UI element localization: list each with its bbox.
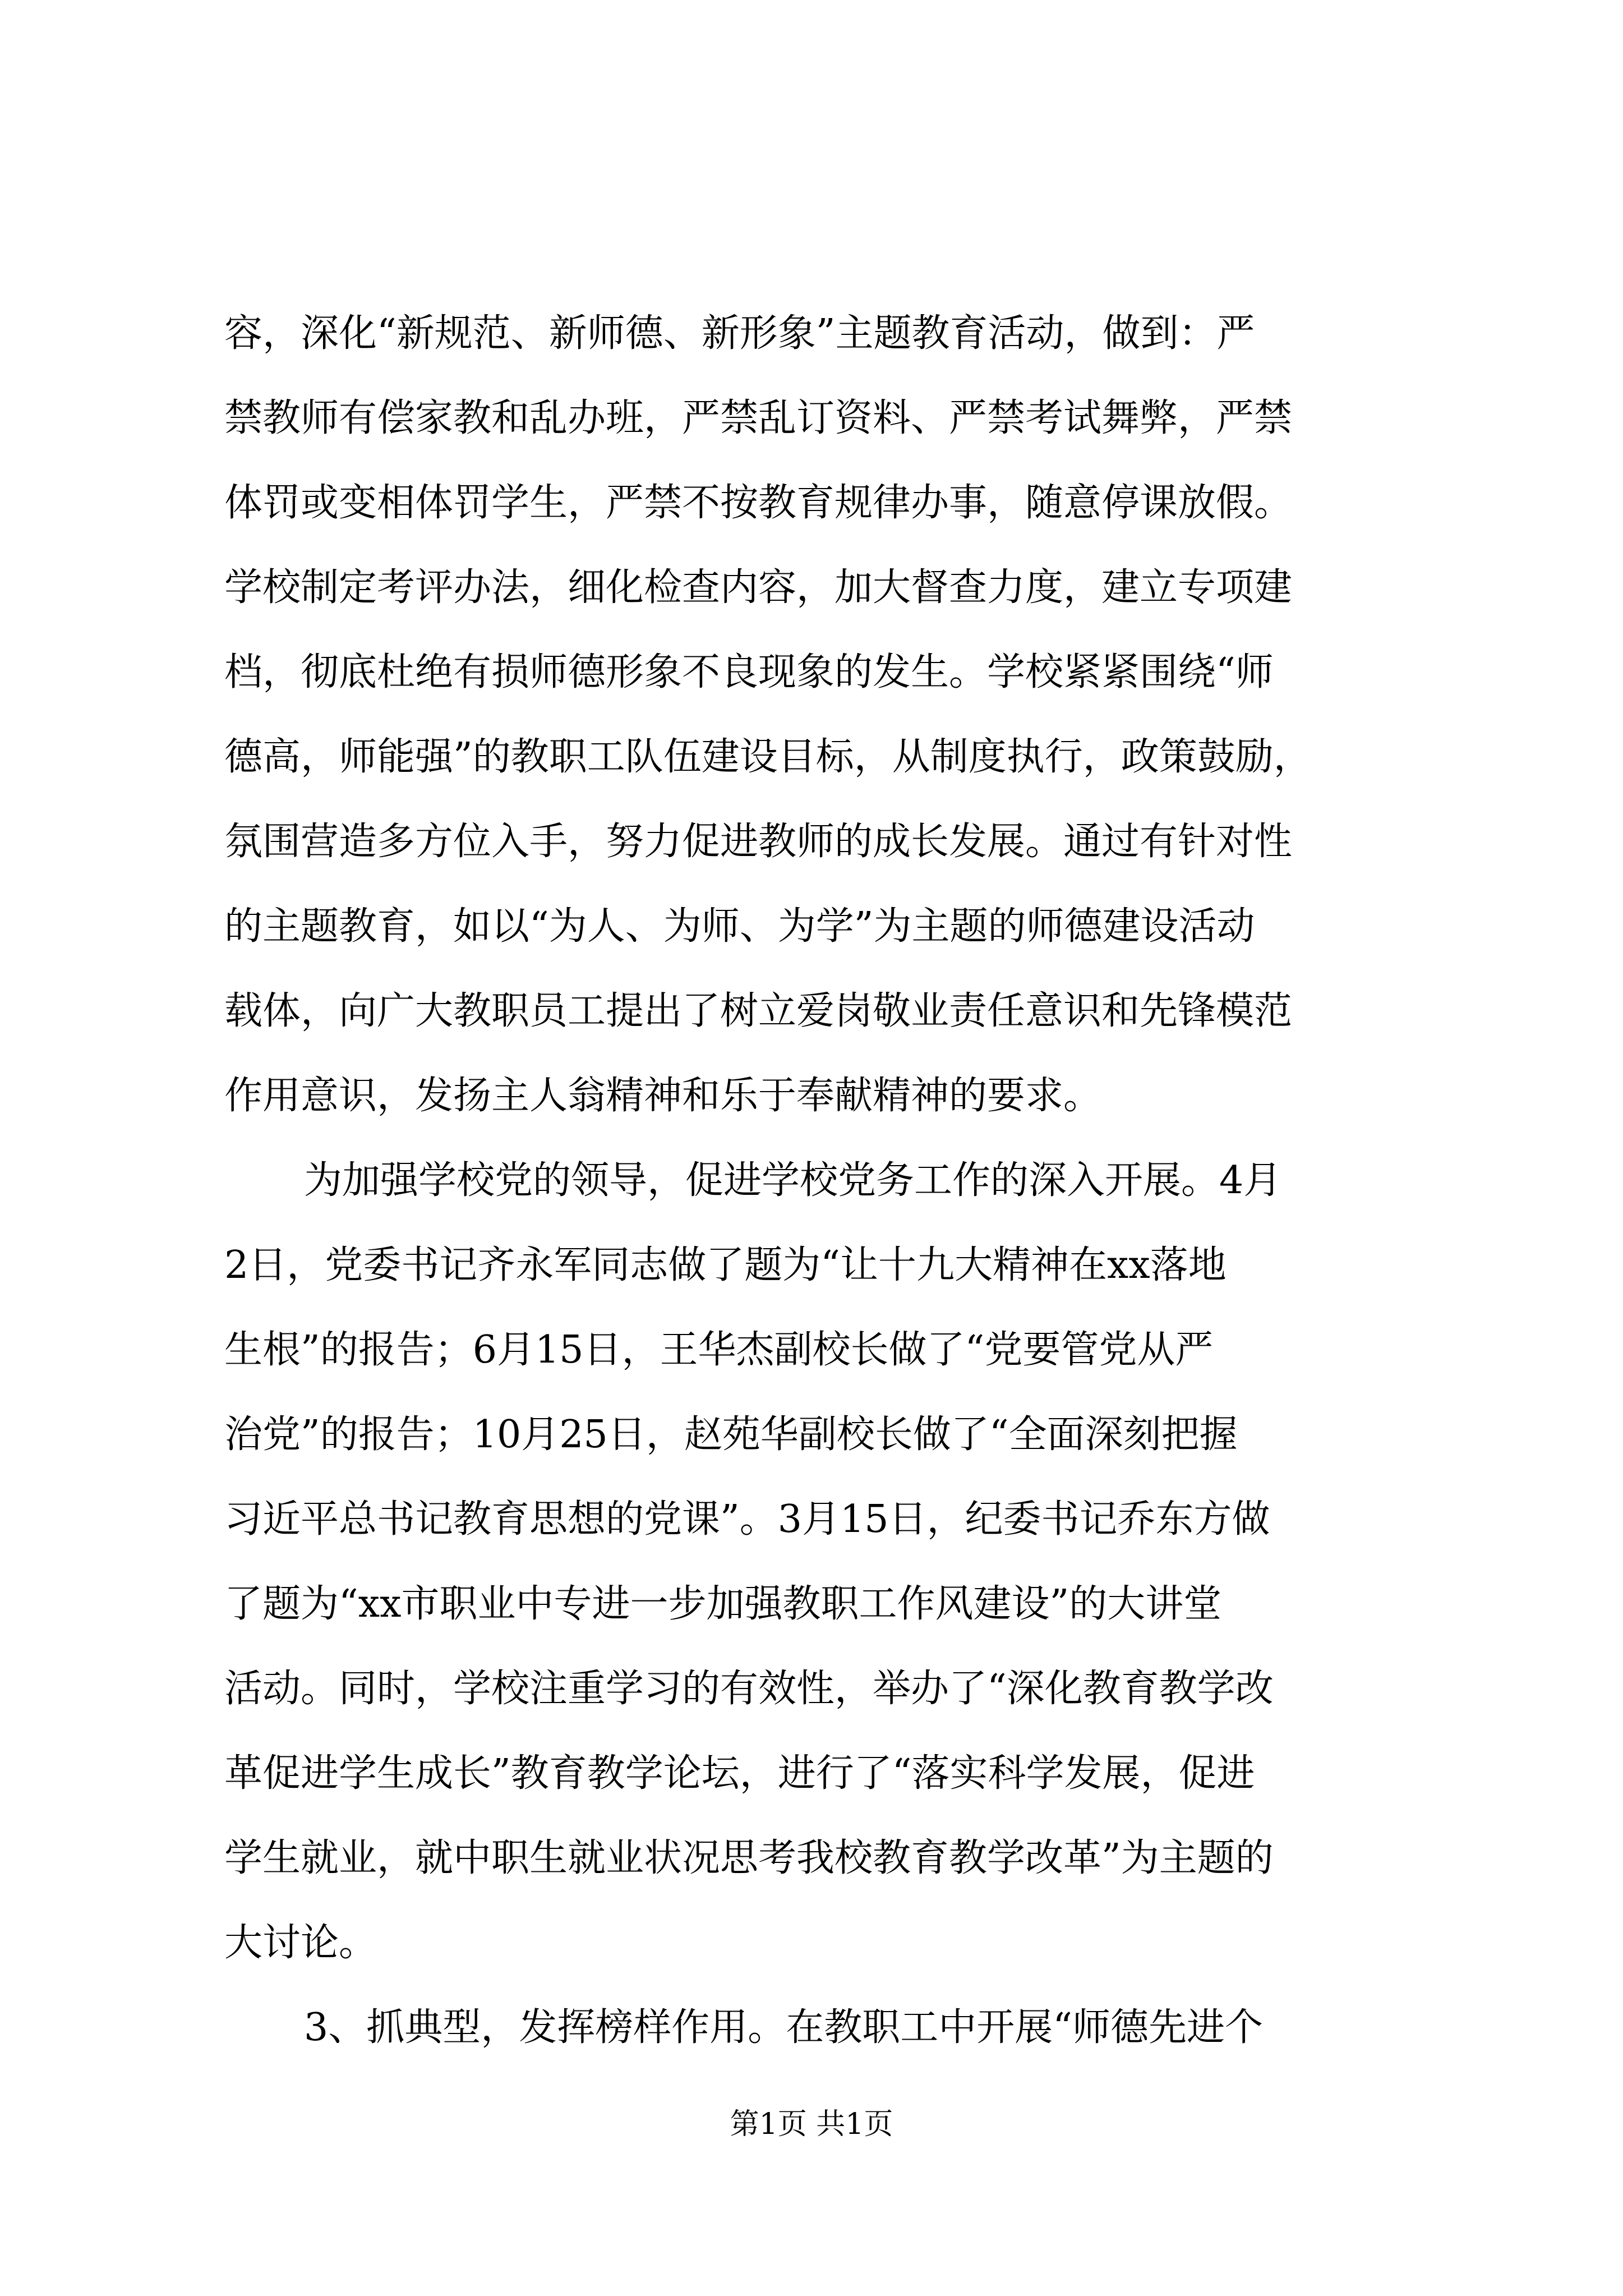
text-line: 档，彻底杜绝有损师德形象不良现象的发生。学校紧紧围绕“师 [224,650,1274,694]
text-line: 体罚或变相体罚学生，严禁不按教育规律办事，随意停课放假。 [224,481,1293,525]
text-line: 的主题教育，如以“为人、为师、为学”为主题的师德建设活动 [224,904,1255,949]
text-line: 2日，党委书记齐永军同志做了题为“让十九大精神在xx落地 [224,1243,1227,1287]
text-line: 治党”的报告；10月25日，赵苑华副校长做了“全面深刻把握 [224,1412,1238,1457]
text-line: 习近平总书记教育思想的党课”。3月15日，纪委书记乔东方做 [224,1497,1270,1542]
text-line: 学生就业，就中职生就业状况思考我校教育教学改革”为主题的 [224,1836,1274,1880]
text-line: 禁教师有偿家教和乱办班，严禁乱订资料、严禁考试舞弊，严禁 [224,396,1293,440]
text-line: 了题为“xx市职业中专进一步加强教职工作风建设”的大讲堂 [224,1582,1222,1626]
paragraph-first-line: 为加强学校党的领导，促进学校党务工作的深入开展。4月 [304,1158,1282,1203]
text-line: 生根”的报告；6月15日，王华杰副校长做了“党要管党从严 [224,1328,1214,1372]
text-line: 载体，向广大教职员工提出了树立爱岗敬业责任意识和先锋模范 [224,989,1293,1033]
text-line: 作用意识，发扬主人翁精神和乐于奉献精神的要求。 [224,1074,1102,1118]
text-line: 容，深化“新规范、新师德、新形象”主题教育活动，做到：严 [224,311,1255,356]
text-line: 德高，师能强”的教职工队伍建设目标，从制度执行，政策鼓励， [224,735,1312,779]
page-number-footer: 第1页 共1页 [730,2108,893,2141]
text-line: 大讨论。 [224,1921,377,1965]
paragraph-first-line: 3、抓典型，发挥榜样作用。在教职工中开展“师德先进个 [304,2005,1264,2050]
text-line: 学校制定考评办法，细化检查内容，加大督查力度，建立专项建 [224,565,1293,610]
text-line: 革促进学生成长”教育教学论坛，进行了“落实科学发展，促进 [224,1751,1255,1796]
text-line: 氛围营造多方位入手，努力促进教师的成长发展。通过有针对性 [224,820,1293,864]
text-line: 活动。同时，学校注重学习的有效性，举办了“深化教育教学改 [224,1667,1274,1711]
